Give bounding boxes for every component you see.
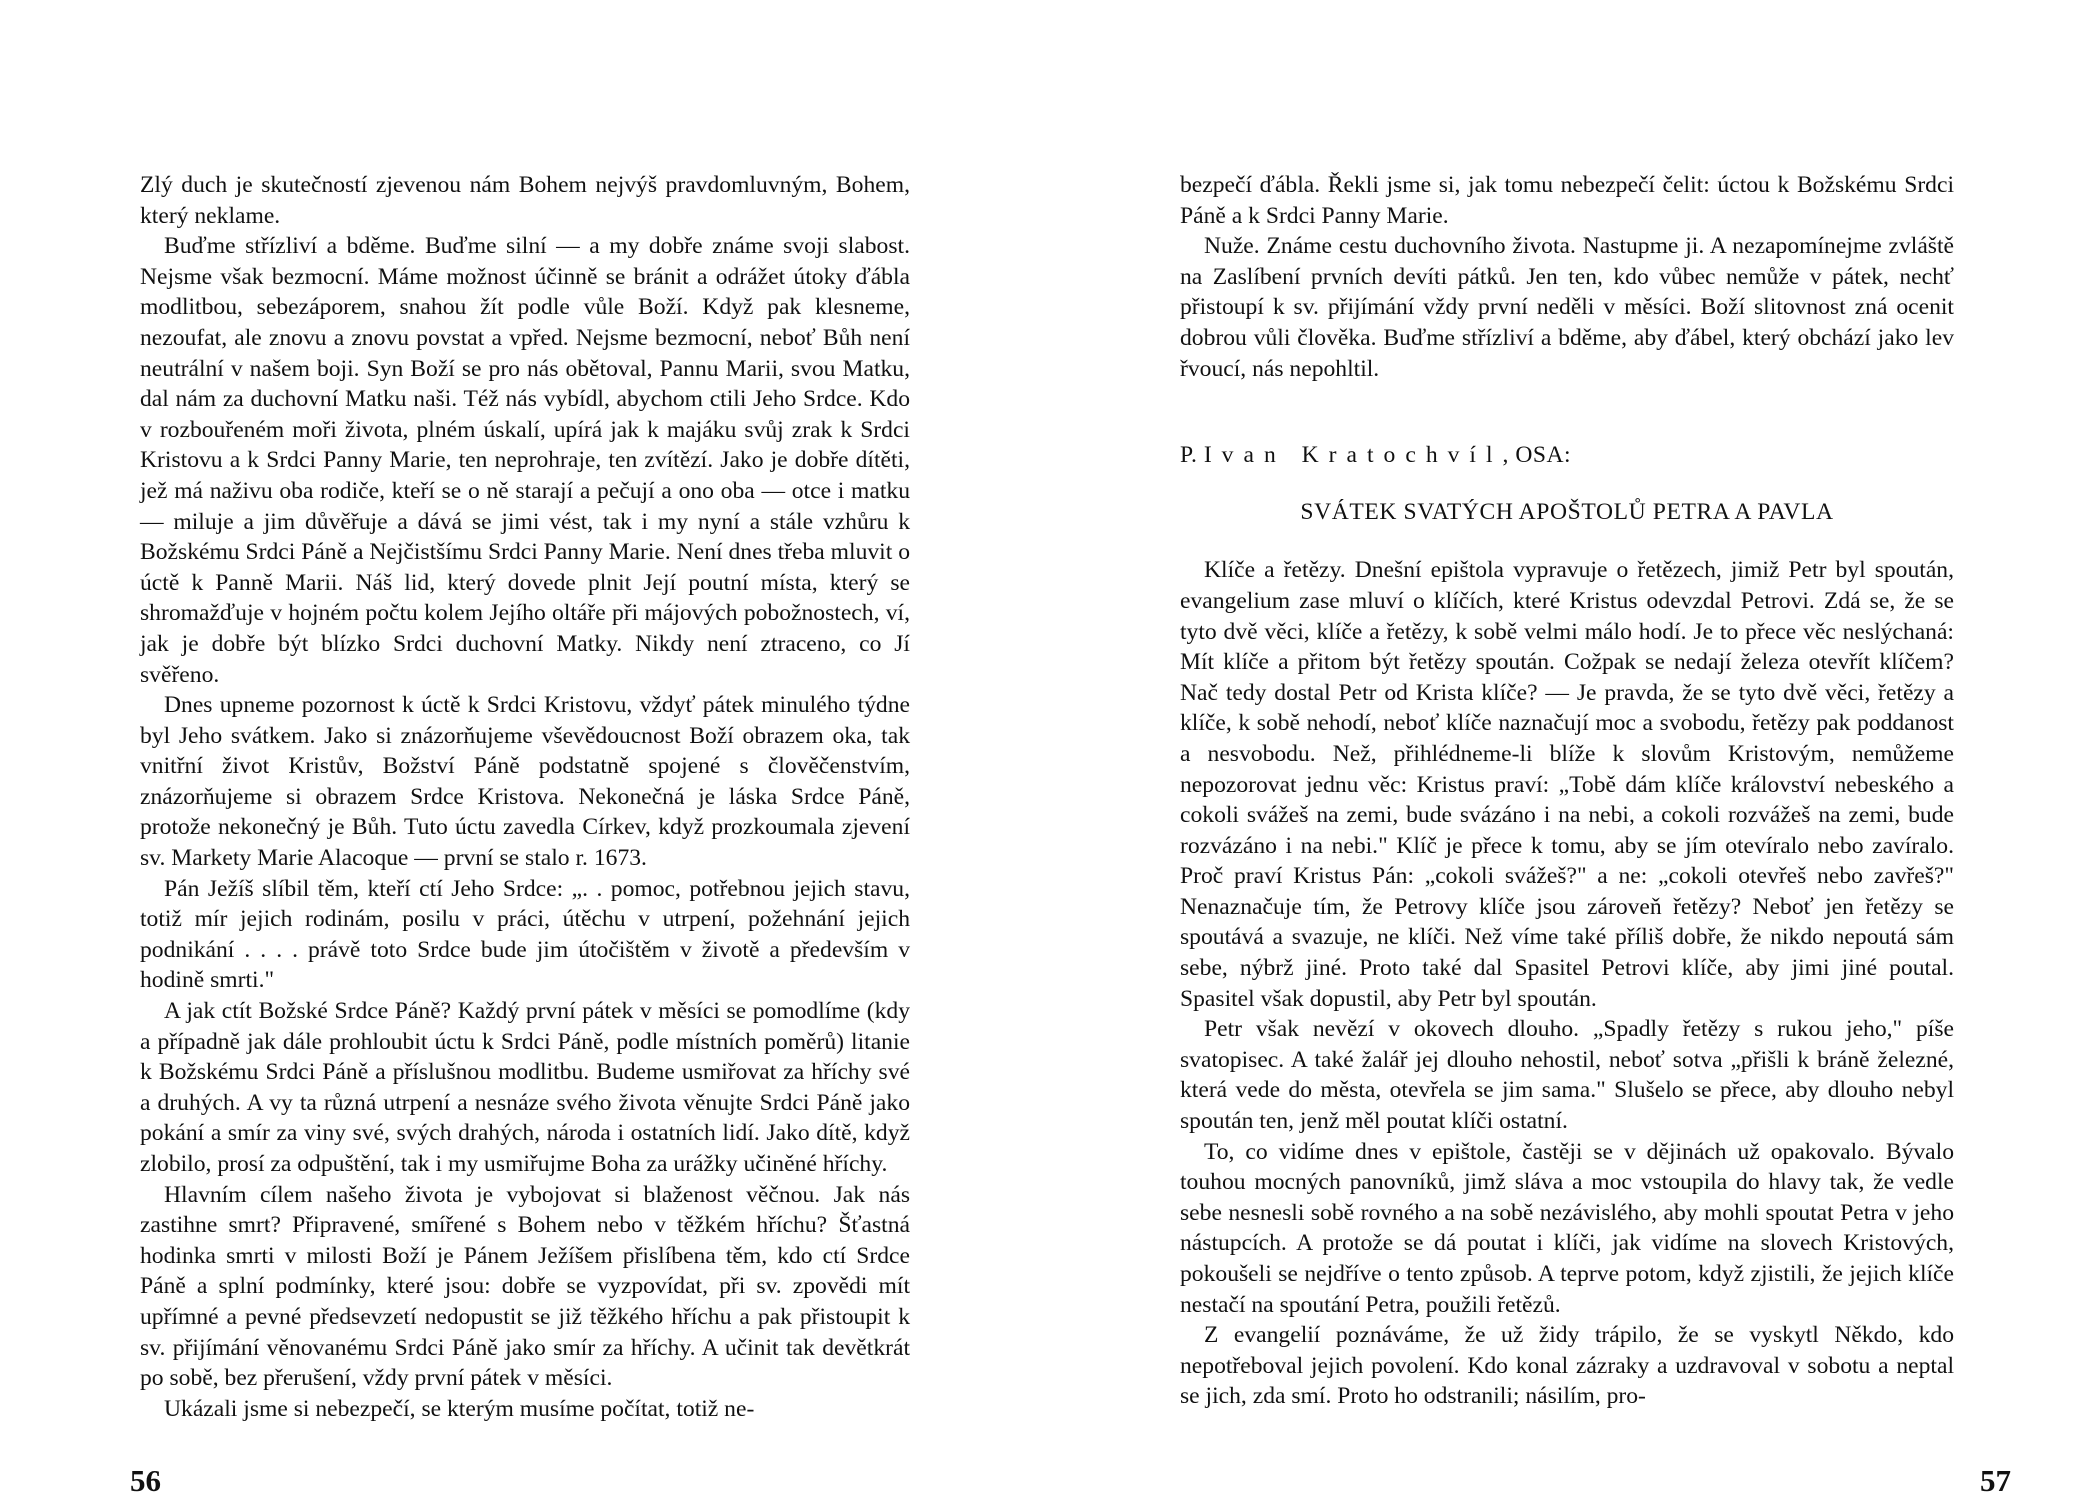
paragraph: Hlavním cílem našeho života je vybojovat si blaženost věčnou. Jak nás zastihne smrt? Připravené, smířené s Bohem nebo v těžkém hříchu? Šťastná hodinka smrti v milosti Boží je Pánem Ježíšem přislíbena těm, kdo ctí Srdce Páně a splní podmínky, které jsou: dobře se vyzpovídat, při sv. zpovědi mít upřímné a pevné předsevzetí nedopustit se již těžkého hříchu a pak přistoupit k sv. přijímání věnovanému Srdci Páně jako smír za hříchy. A učinit tak devětkrát po sobě, bez přerušení, vždy první pátek v měsíci. — [140, 1181, 910, 1392]
right-page — [1043, 0, 2086, 1500]
paragraph: A jak ctít Božské Srdce Páně? Každý první pátek v měsíci se pomodlíme (kdy a případně jak dále prohloubit úctu k Srdci Páně, podle místních poměrů) litanie k Božskému Srdci Páně a příslušnou modlitbu. Budeme usmiřovat za hříchy své a druhých. A vy ta různá utrpení a nesnáze svého života věnujte Srdci Páně jako pokání a smír za viny své, svých drahých, národa i ostatních lidí. Jako dítě, když zlobilo, prosí za odpuštění, tak i my usmiřujme Boha za urážky učiněné hříchy. — [140, 998, 910, 1177]
paragraph: To, co vidíme dnes v epištole, častěji se v dějinách už opakovalo. Bývalo touhou mocných panovníků, jimž sláva a moc vstoupila do hlavy tak, že vedle sebe nesnesli sobě rovného a na sobě nezávislého, aby mohli spoutat Petra v jeho nástupcích. A protože se dá poutat i klíči, jak vidíme na slovech Kristových, pokoušeli se nejdříve o tento způsob. A teprve potom, když zjistili, že jejich klíče nestačí na spoutání Petra, použili řetězů. — [1180, 1138, 1954, 1318]
paragraph: Pán Ježíš slíbil těm, kteří ctí Jeho Srdce: „. . pomoc, potřebnou jejich stavu, totiž mír jejich rodinám, posilu v práci, útěchu v utrpení, požehnání jejich podnikání . . . . právě toto Srdce bude jim útočištěm v životě a především v hodině smrti." — [140, 875, 910, 994]
sermon-author — [1180, 440, 1954, 471]
author-prefix: P. — [1180, 442, 1198, 469]
page-number: 57 — [1980, 1463, 2011, 1498]
author-name: Ivan Kratochvíl — [1203, 442, 1503, 469]
left-page-text — [140, 170, 910, 1424]
paragraph: Ukázali jsme si nebezpečí, se kterým musíme počítat, totiž ne- — [164, 1395, 755, 1422]
author-suffix: , OSA: — [1502, 442, 1572, 469]
paragraph: bezpečí ďábla. Řekli jsme si, jak tomu nebezpečí čelit: úctou k Božskému Srdci Páně a k Srdci Panny Marie. — [1180, 172, 1954, 229]
paragraph: Dnes upneme pozornost k úctě k Srdci Kristovu, vždyť pátek minulého týdne byl Jeho svátkem. Jako si znázorňujeme vševědoucnost Boží obrazem oka, tak vnitřní život Kristův, Božství Páně podstatně spojené s člověčenstvím, znázorňujeme si obrazem Srdce Kristova. Nekonečná je láska Srdce Páně, protože nekonečný je Bůh. Tuto úctu zavedla Církev, když prozkoumala zjevení sv. Markety Marie Alacoque — první se stalo r. 1673. — [140, 692, 910, 872]
page-number: 56 — [130, 1463, 161, 1498]
section-title: SVÁTEK SVATÝCH APOŠTOLŮ PETRA A PAVLA — [1300, 498, 1834, 525]
paragraph: Nuže. Známe cestu duchovního života. Nastupme ji. A nezapomínejme zvláště na Zaslíbení prvních devíti pátků. Jen ten, kdo vůbec nemůže v pátek, nechť přistoupí k sv. přijímání vždy první neděli v měsíci. Boží slitovnost zná ocenit dobrou vůli člověka. Buďme střízliví a bděme, aby ďábel, který obchází jako lev řvoucí, nás nepohltil. — [1180, 233, 1954, 382]
paragraph: Petr však nevězí v okovech dlouho. „Spadly řetězy s rukou jeho," píše svatopisec. A také žalář jej dlouho nehostil, neboť sotva „přišli k bráně železné, která vede do města, otevřela se jim sama." Slušelo se přece, aby dlouho nebyl spoután ten, jenž měl poutat klíči ostatní. — [1180, 1016, 1954, 1135]
paragraph: Zlý duch je skutečností zjevenou nám Bohem nejvýš pravdomluvným, Bohem, který neklame. — [140, 172, 910, 229]
paragraph: Buďme střízliví a bděme. Buďme silní — a my dobře známe svoji slabost. Nejsme však bezmocní. Máme možnost účinně se bránit a odrážet útoky ďábla modlitbou, sebezáporem, snahou žít podle vůle Boží. Když pak klesneme, nezoufat, ale znovu a znovu povstat a vpřed. Nejsme bezmocní, neboť Bůh není neutrální v našem boji. Syn Boží se pro nás obětoval, Pannu Marii, svou Matku, dal nám za duchovní Matku naši. Též nás vybídl, abychom ctili Jeho Srdce. Kdo v rozbouřeném moři života, plném úskalí, upírá jak k majáku svůj zrak k Srdci Kristovu a k Srdci Panny Marie, ten neprohraje, ten zvítězí. Jako je dobře dítěti, jež má naživu oba rodiče, kteří se o ně starají a pečují a ono oba — otce i matku — miluje a jim důvěřuje a dává se jimi vést, tak i my nyní a stále vzhůru k Božskému Srdci Páně a Nejčistšímu Srdci Panny Marie. Není dnes třeba mluvit o úctě k Panně Marii. Náš lid, který dovede plnit Její poutní místa, který se shromažďuje v hojném počtu kolem Jejího oltáře při májových pobožnostech, ví, jak je dobře být blízko Srdci duchovní Matky. Nikdy není ztraceno, co Jí svěřeno. — [140, 233, 910, 688]
right-page-text — [1180, 170, 1954, 1412]
paragraph: Z evangelií poznáváme, že už židy trápilo, že se vyskytl Někdo, kdo nepotřeboval jejich povolení. Kdo konal zázraky a uzdravoval v sobotu a neptal se jich, zda smí. Proto ho odstranili; násilím, pro- — [1180, 1322, 1954, 1410]
paragraph: Klíče a řetězy. Dnešní epištola vypravuje o řetězech, jimiž Petr byl spoután, evangelium zase mluví o klíčích, které Kristus odevzdal Petrovi. Zdá se, že se tyto dvě věci, klíče a řetězy, k sobě velmi málo hodí. Je to přece věc neslýchaná: Mít klíče a přitom být řetězy spoután. Cožpak se nedají železa otevřít klíčem? Nač tedy dostal Petr od Krista klíče? — Je pravda, že se tyto dvě věci, řetězy a klíče, k sobě nehodí, neboť klíče naznačují moc a svobodu, řetězy pak poddanost a nesvobodu. Než, přihlédneme-li blíže k slovům Kristovým, nemůžeme nepozorovat jednu věc: Kristus praví: „Tobě dám klíče království nebeského a cokoli svážeš na zemi, bude svázáno i na nebi, a cokoli rozvážeš na zemi, bude rozvázáno i na nebi." Klíč je přece k tomu, aby se jím otevíralo nebo zavíralo. Proč praví Kristus Pán: „cokoli svážeš?" a ne: „cokoli otevřeš nebo zavřeš?" Nenaznačuje tím, že Petrovy klíče jsou zároveň řetězy? Neboť jen řetězy se spoutává a svazuje, ne klíči. Než víme také příliš dobře, že nikdo nepoutá sám sebe, nýbrž jiné. Proto také dal Spasitel Petrovi klíče, aby jimi jiné poutal. Spasitel však dopustil, aby Petr byl spoután. — [1180, 557, 1954, 1012]
